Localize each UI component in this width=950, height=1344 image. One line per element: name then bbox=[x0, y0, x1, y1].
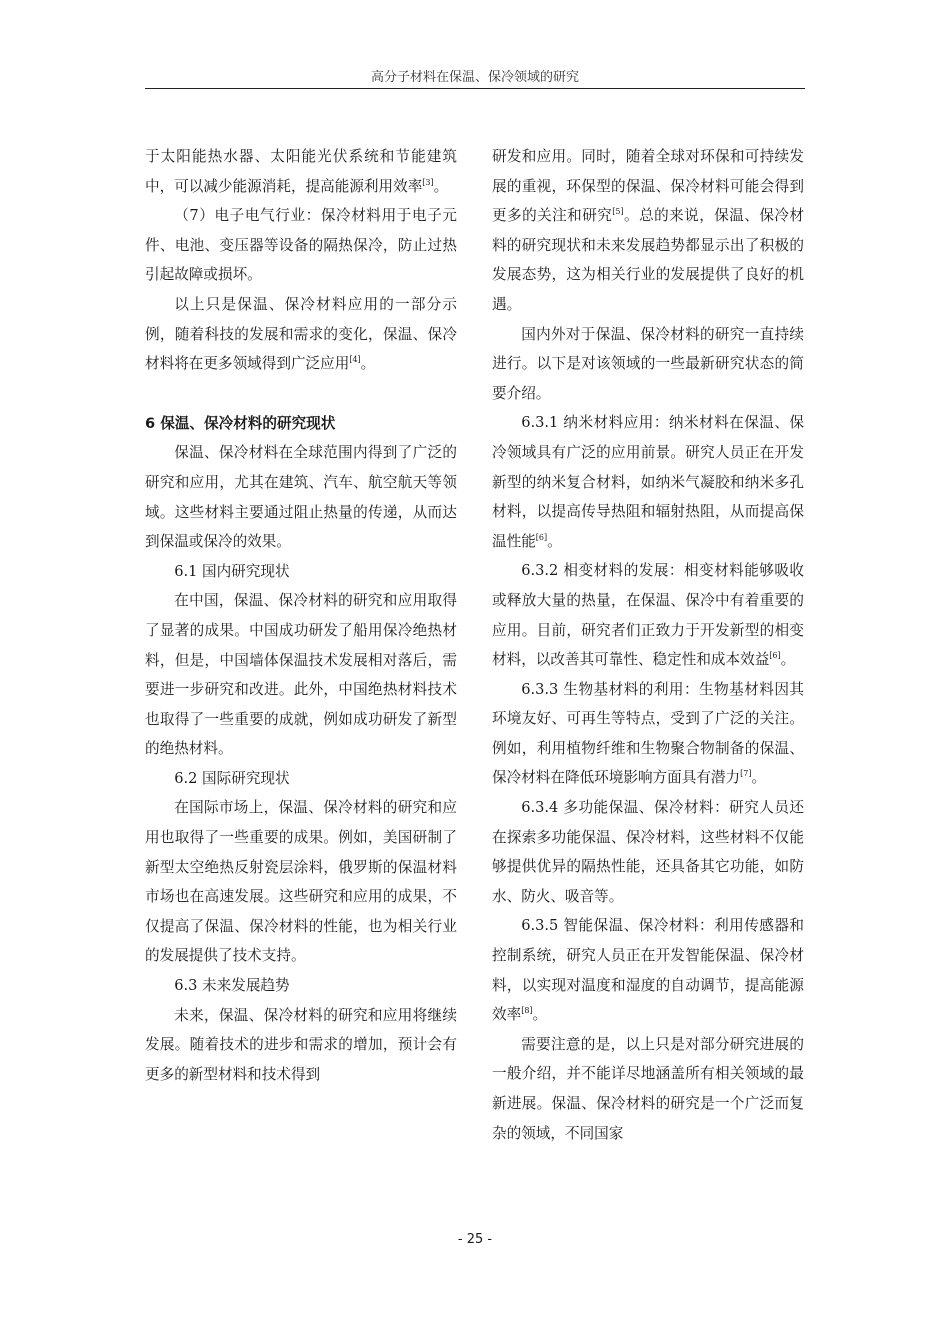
paragraph: 保温、保冷材料在全球范围内得到了广泛的研究和应用，尤其在建筑、汽车、航空航天等领域。这些材料主要通过阻止热量的传递，从而达到保温或保冷的效果。 bbox=[145, 444, 457, 551]
running-header: 高分子材料在保温、保冷领域的研究 bbox=[370, 70, 579, 85]
paragraph: （7）电子电气行业：保冷材料用于电子元件、电池、变压器等设备的隔热保冷，防止过热引起故障或损坏。 bbox=[145, 207, 457, 284]
page-number: - 25 - bbox=[457, 1232, 493, 1247]
citation: [5] bbox=[612, 207, 624, 217]
section-heading: 6 保温、保冷材料的研究现状 bbox=[145, 414, 336, 432]
header-rule bbox=[145, 88, 805, 89]
left-column bbox=[145, 142, 457, 1089]
paragraph: 未来，保温、保冷材料的研究和应用将继续发展。随着技术的进步和需求的增加，预计会有更多的新型材料和技术得到 bbox=[145, 1006, 457, 1083]
subsection-heading: 6.3 未来发展趋势 bbox=[174, 977, 290, 995]
paragraph: 需要注意的是，以上只是对部分研究进展的一般介绍，并不能详尽地涵盖所有相关领域的最新进展。保温、保冷材料的研究是一个广泛而复杂的领域，不同国家 bbox=[492, 1035, 804, 1142]
paragraph: 国内外对于保温、保冷材料的研究一直持续进行。以下是对该领域的一些最新研究状态的简要介绍。 bbox=[492, 325, 804, 402]
citation: [6] bbox=[535, 532, 548, 542]
paragraph: 于太阳能热水器、太阳能光伏系统和节能建筑中，可以减少能源消耗，提高能源利用效率[3]。 bbox=[145, 148, 457, 195]
subsection-heading: 6.2 国际研究现状 bbox=[174, 769, 290, 787]
paragraph: 6.3.1 纳米材料应用：纳米材料在保温、保冷领域具有广泛的应用前景。研究人员正在开发新型的纳米复合材料，如纳米气凝胶和纳米多孔材料，以提高传导热阻和辐射热阻，从而提高保温性能[6]。 bbox=[492, 414, 804, 550]
citation: [6] bbox=[769, 651, 781, 661]
citation: [3] bbox=[422, 177, 434, 187]
subsection-heading: 6.1 国内研究现状 bbox=[174, 562, 290, 580]
paragraph: 6.3.2 相变材料的发展：相变材料能够吸收或释放大量的热量，在保温、保冷中有着重要的应用。目前，研究者们正致力于开发新型的相变材料，以改善其可靠性、稳定性和成本效益[6]。 bbox=[492, 562, 804, 669]
citation: [8] bbox=[521, 1006, 533, 1016]
paragraph: 6.3.4 多功能保温、保冷材料：研究人员还在探索多功能保温、保冷材料，这些材料不仅能够提供优异的隔热性能，还具备其它功能，如防水、防火、吸音等。 bbox=[492, 799, 804, 905]
paragraph: 以上只是保温、保冷材料应用的一部分示例，随着科技的发展和需求的变化，保温、保冷材料将在更多领域得到广泛应用[4]。 bbox=[145, 295, 457, 373]
paragraph: 6.3.5 智能保温、保冷材料：利用传感器和控制系统，研究人员正在开发智能保温、保冷材料，以实现对温度和湿度的自动调节，提高能源效率[8]。 bbox=[492, 917, 804, 1024]
paragraph: 研发和应用。同时，随着全球对环保和可持续发展的重视，环保型的保温、保冷材料可能会得到更多的关注和研究[5]。总的来说，保温、保冷材料的研究现状和未来发展趋势都显示出了积极的发展态势，这为相关行业的发展提供了良好的机遇。 bbox=[492, 148, 804, 313]
paragraph: 在中国，保温、保冷材料的研究和应用取得了显著的成果。中国成功研发了船用保冷绝热材料，但是，中国墙体保温技术发展相对落后，需要进一步研究和改进。此外，中国绝热材料技术也取得了一些重要的成就，例如成功研发了新型的绝热材料。 bbox=[145, 592, 457, 758]
paragraph: 6.3.3 生物基材料的利用：生物基材料因其环境友好、可再生等特点，受到了广泛的关注。例如，利用植物纤维和生物聚合物制备的保温、保冷材料在降低环境影响方面具有潜力[7]。 bbox=[492, 680, 804, 787]
paragraph: 在国际市场上，保温、保冷材料的研究和应用也取得了一些重要的成果。例如，美国研制了新型太空绝热反射瓷层涂料，俄罗斯的保温材料市场也在高速发展。这些研究和应用的成果，不仅提高了保温、保冷材料的性能，也为相关行业的发展提供了技术支持。 bbox=[145, 799, 457, 965]
citation: [7] bbox=[740, 769, 752, 779]
citation: [4] bbox=[349, 355, 361, 365]
right-column bbox=[492, 142, 804, 1148]
